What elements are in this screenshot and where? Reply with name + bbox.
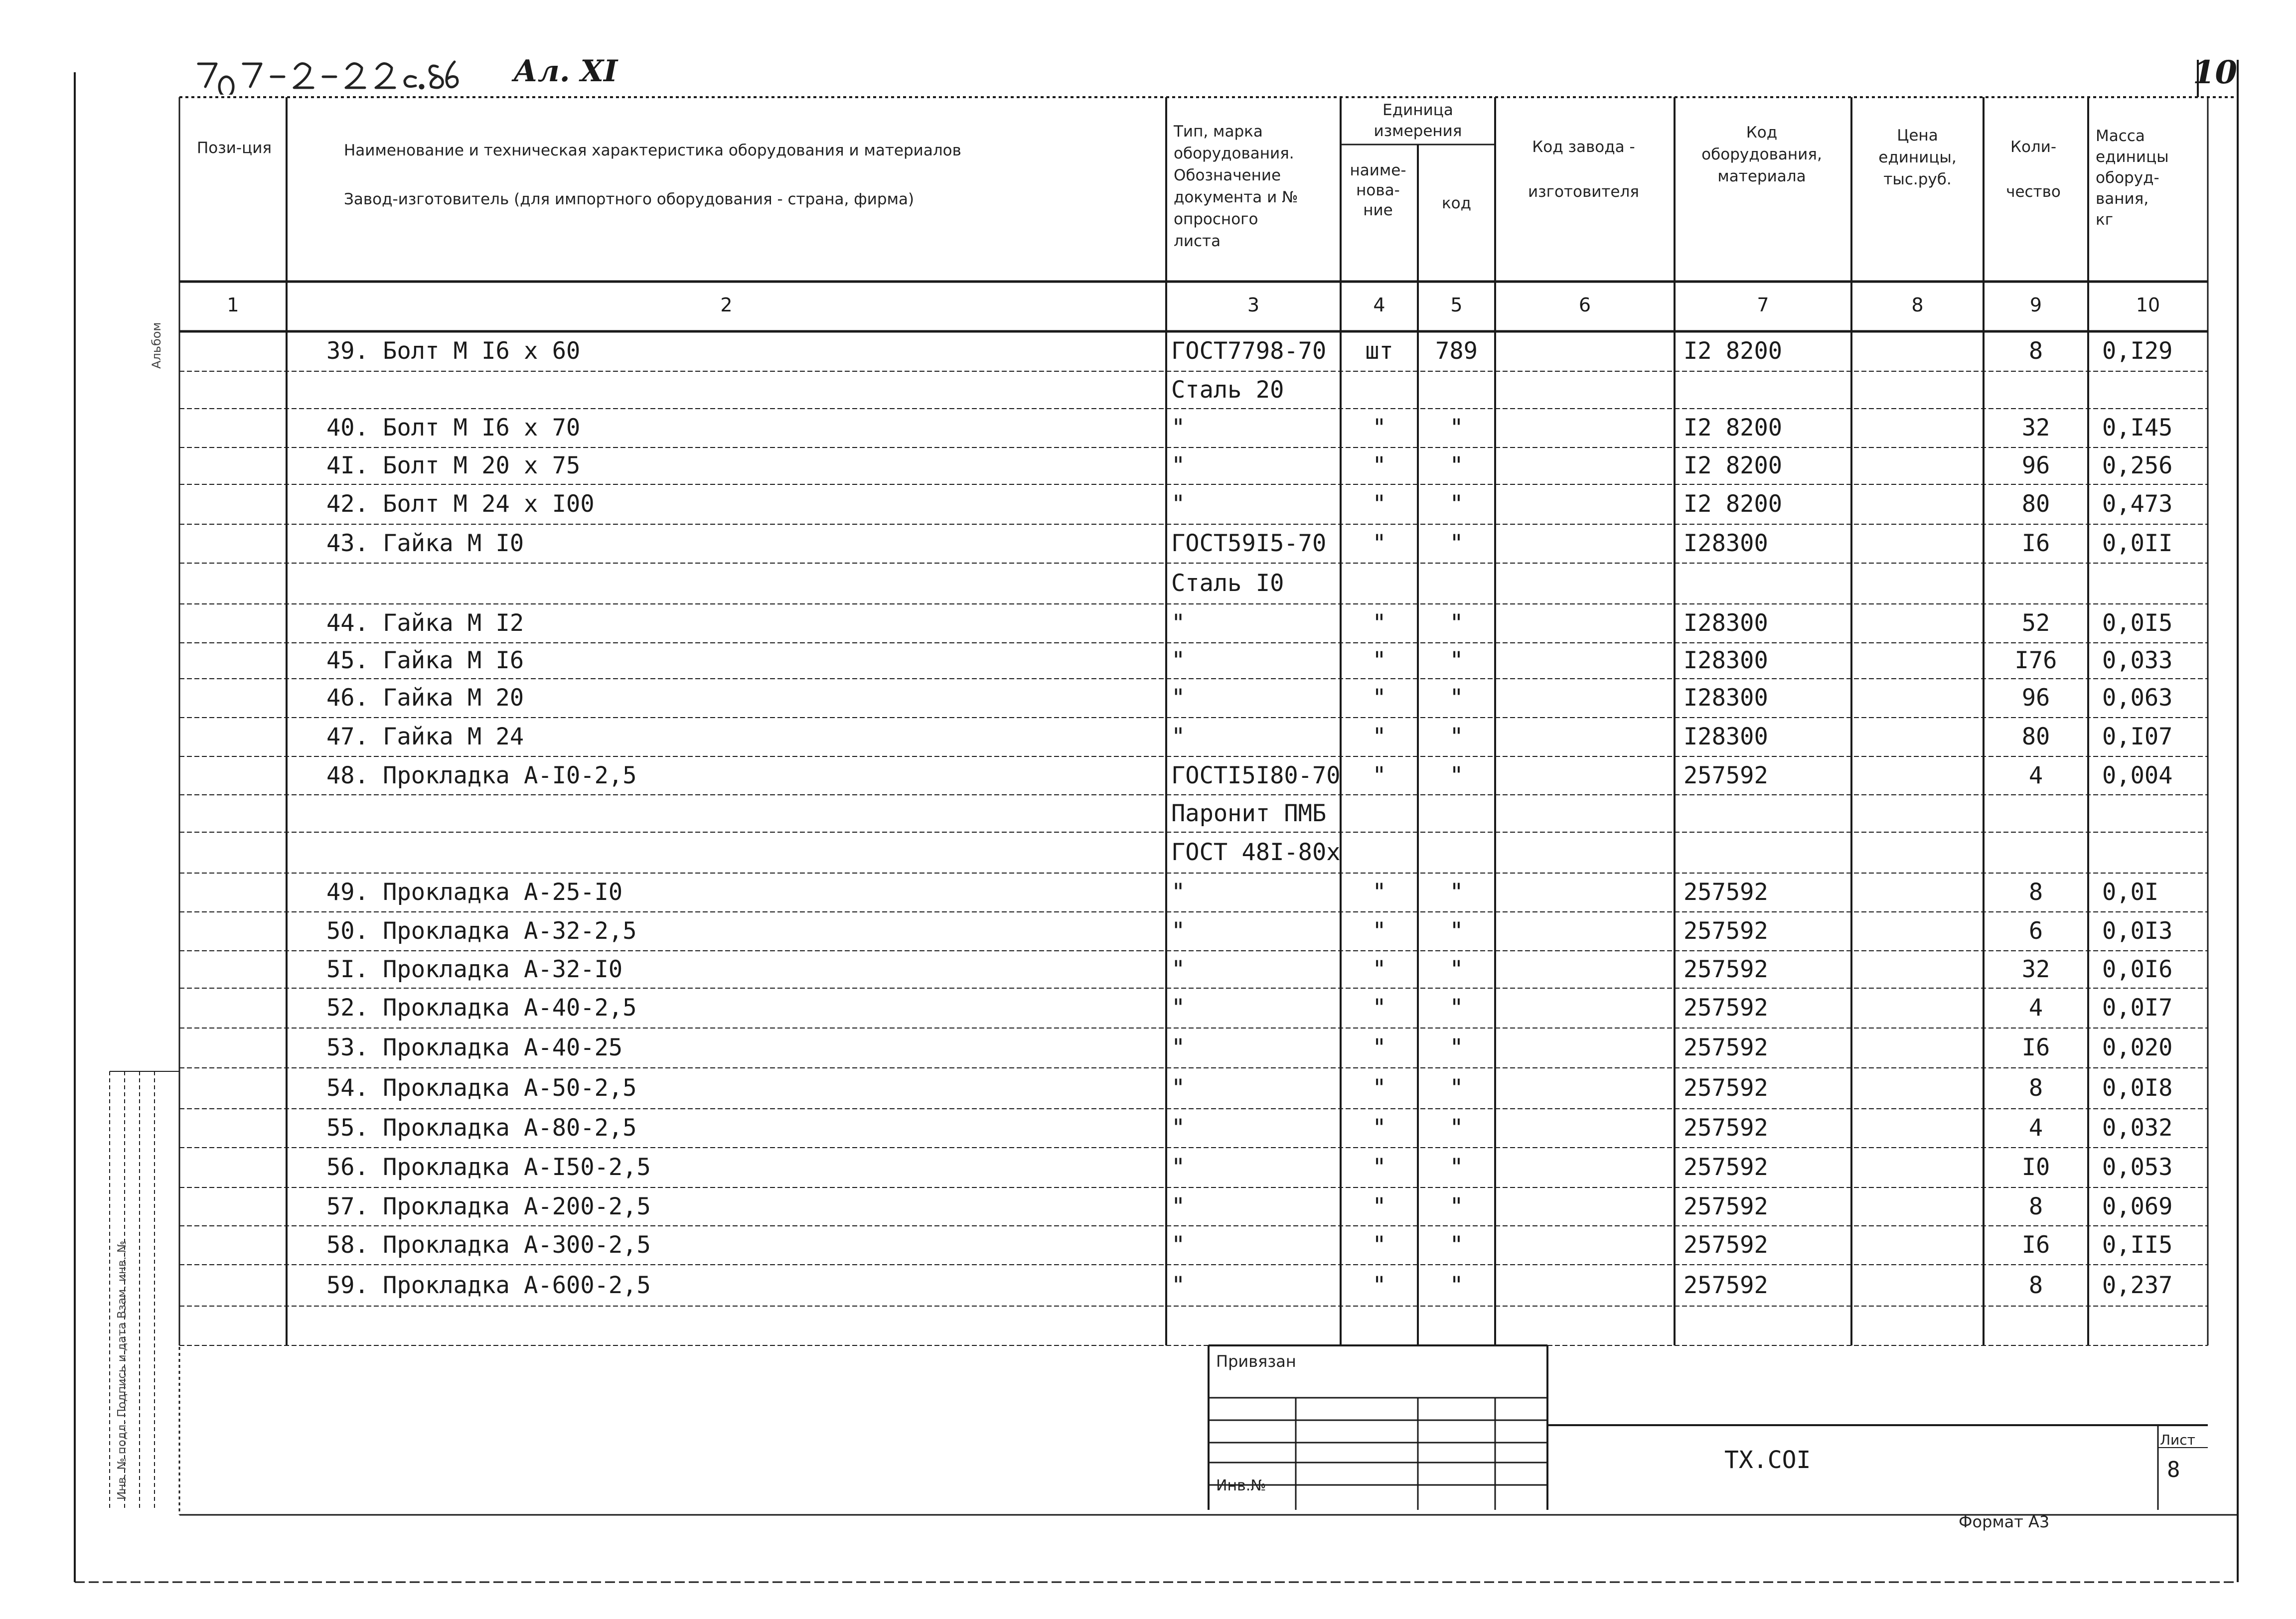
row-type-designation: Сталь 20 bbox=[1171, 376, 1284, 404]
column-number-8: 8 bbox=[1911, 294, 1924, 316]
row-item-name: 5I. Прокладка А-32-I0 bbox=[326, 955, 623, 983]
row-unit-code: " bbox=[1449, 1192, 1464, 1220]
row-item-name: 42. Болт М 24 х I00 bbox=[326, 490, 595, 518]
col-price-header: Цена единицы, тыс.руб. bbox=[1878, 127, 1957, 188]
row-equipment-code: 257592 bbox=[1684, 1114, 1768, 1142]
row-unit-code: " bbox=[1449, 1271, 1464, 1299]
row-unit-code: " bbox=[1449, 917, 1464, 945]
row-equipment-code: 257592 bbox=[1684, 879, 1768, 906]
row-equipment-code: 257592 bbox=[1684, 1231, 1768, 1259]
row-unit-mass: 0,0I5 bbox=[2102, 609, 2173, 637]
row-unit-name: " bbox=[1372, 1231, 1386, 1259]
row-type-designation: " bbox=[1171, 1231, 1186, 1259]
row-item-name: 4I. Болт М 20 х 75 bbox=[326, 452, 581, 479]
row-unit-mass: 0,256 bbox=[2102, 452, 2173, 479]
row-unit-name: шт bbox=[1365, 337, 1393, 365]
row-unit-code: " bbox=[1449, 1114, 1464, 1142]
row-item-name: 45. Гайка М I6 bbox=[326, 647, 524, 674]
row-quantity: I76 bbox=[2014, 647, 2057, 674]
row-item-name: 59. Прокладка А-600-2,5 bbox=[326, 1271, 651, 1299]
row-type-designation: " bbox=[1171, 1271, 1186, 1299]
album-side-label: Альбом bbox=[150, 322, 163, 369]
row-quantity: 8 bbox=[2028, 1271, 2043, 1299]
row-equipment-code: I28300 bbox=[1684, 647, 1768, 674]
row-unit-code: " bbox=[1449, 684, 1464, 712]
row-equipment-code: 257592 bbox=[1684, 1154, 1768, 1181]
row-unit-name: " bbox=[1372, 723, 1386, 750]
row-quantity: 4 bbox=[2028, 761, 2043, 789]
row-unit-mass: 0,I29 bbox=[2102, 337, 2173, 365]
project-code-handwritten-image bbox=[194, 55, 463, 95]
document-code: ТХ.СОI bbox=[1724, 1446, 1811, 1474]
row-quantity: 8 bbox=[2028, 1192, 2043, 1220]
row-item-name: 46. Гайка М 20 bbox=[326, 684, 524, 712]
row-quantity: 6 bbox=[2028, 917, 2043, 945]
row-unit-name: " bbox=[1372, 1154, 1386, 1181]
row-unit-name: " bbox=[1372, 490, 1386, 518]
row-unit-name: " bbox=[1372, 609, 1386, 637]
inventory-label: Инв.№ bbox=[1216, 1477, 1266, 1494]
approval-stamp-label: Инв. № подл. Подпись и дата Взам. инв. № bbox=[116, 1241, 129, 1500]
row-equipment-code: 257592 bbox=[1684, 994, 1768, 1022]
row-equipment-code: I2 8200 bbox=[1684, 452, 1783, 479]
row-unit-mass: 0,0I bbox=[2102, 879, 2159, 906]
row-unit-code: " bbox=[1449, 1074, 1464, 1102]
row-equipment-code: 257592 bbox=[1684, 1074, 1768, 1102]
col-qty-header: Коли- чество bbox=[2006, 138, 2061, 201]
row-type-designation: " bbox=[1171, 490, 1186, 518]
row-unit-name: " bbox=[1372, 1192, 1386, 1220]
row-item-name: 49. Прокладка А-25-I0 bbox=[326, 879, 623, 906]
row-quantity: 52 bbox=[2021, 609, 2050, 637]
row-equipment-code: 257592 bbox=[1684, 1271, 1768, 1299]
album-number: Ал. XI bbox=[513, 54, 618, 89]
row-unit-code: " bbox=[1449, 994, 1464, 1022]
row-type-designation: " bbox=[1171, 1154, 1186, 1181]
row-unit-code: " bbox=[1449, 609, 1464, 637]
row-quantity: 4 bbox=[2028, 1114, 2043, 1142]
bound-label: Привязан bbox=[1216, 1352, 1296, 1371]
row-unit-mass: 0,053 bbox=[2102, 1154, 2173, 1181]
row-unit-name: " bbox=[1372, 452, 1386, 479]
row-equipment-code: 257592 bbox=[1684, 917, 1768, 945]
row-unit-name: " bbox=[1372, 761, 1386, 789]
row-quantity: 80 bbox=[2021, 723, 2050, 750]
row-unit-mass: 0,063 bbox=[2102, 684, 2173, 712]
row-unit-mass: 0,032 bbox=[2102, 1114, 2173, 1142]
row-equipment-code: 257592 bbox=[1684, 761, 1768, 789]
row-unit-mass: 0,0I8 bbox=[2102, 1074, 2173, 1102]
row-equipment-code: I2 8200 bbox=[1684, 490, 1783, 518]
row-type-designation: " bbox=[1171, 1192, 1186, 1220]
row-unit-code: " bbox=[1449, 647, 1464, 674]
row-quantity: 8 bbox=[2028, 1074, 2043, 1102]
row-item-name: 54. Прокладка А-50-2,5 bbox=[326, 1074, 637, 1102]
row-type-designation: " bbox=[1171, 917, 1186, 945]
row-equipment-code: I28300 bbox=[1684, 530, 1768, 557]
row-equipment-code: 257592 bbox=[1684, 1034, 1768, 1061]
row-unit-name: " bbox=[1372, 647, 1386, 674]
row-type-designation: " bbox=[1171, 609, 1186, 637]
row-unit-mass: 0,0I3 bbox=[2102, 917, 2173, 945]
row-unit-code: " bbox=[1449, 955, 1464, 983]
column-number-2: 2 bbox=[720, 294, 733, 316]
row-item-name: 48. Прокладка А-I0-2,5 bbox=[326, 761, 637, 789]
column-number-3: 3 bbox=[1247, 294, 1260, 316]
row-type-designation: " bbox=[1171, 1074, 1186, 1102]
row-equipment-code: I28300 bbox=[1684, 609, 1768, 637]
row-item-name: 44. Гайка М I2 bbox=[326, 609, 524, 637]
row-unit-mass: 0,237 bbox=[2102, 1271, 2173, 1299]
col-name-header-line1: Наименование и техническая характеристика оборудования и материалов bbox=[344, 142, 961, 159]
row-type-designation: " bbox=[1171, 684, 1186, 712]
col-position-header: Пози-ция bbox=[197, 139, 272, 157]
row-unit-code: " bbox=[1449, 490, 1464, 518]
row-type-designation: ГОСТ59I5-70 bbox=[1171, 530, 1327, 557]
sheet-number: 8 bbox=[2167, 1457, 2180, 1482]
row-unit-name: " bbox=[1372, 1074, 1386, 1102]
row-unit-mass: 0,I45 bbox=[2102, 414, 2173, 442]
row-quantity: I6 bbox=[2021, 1034, 2050, 1061]
col-name-header-line2: Завод-изготовитель (для импортного оборудования - страна, фирма) bbox=[344, 190, 915, 208]
column-number-6: 6 bbox=[1578, 294, 1591, 316]
row-item-name: 43. Гайка М I0 bbox=[326, 530, 524, 557]
row-quantity: 4 bbox=[2028, 994, 2043, 1022]
row-quantity: I0 bbox=[2021, 1154, 2050, 1181]
row-equipment-code: I2 8200 bbox=[1684, 414, 1783, 442]
row-unit-code: " bbox=[1449, 723, 1464, 750]
row-unit-name: " bbox=[1372, 994, 1386, 1022]
row-item-name: 50. Прокладка А-32-2,5 bbox=[326, 917, 637, 945]
row-quantity: I6 bbox=[2021, 1231, 2050, 1259]
row-unit-name: " bbox=[1372, 684, 1386, 712]
row-equipment-code: I2 8200 bbox=[1684, 337, 1783, 365]
row-type-designation: ГОСТI5I80-70 bbox=[1171, 761, 1341, 789]
row-unit-code: " bbox=[1449, 761, 1464, 789]
row-equipment-code: 257592 bbox=[1684, 955, 1768, 983]
row-unit-name: " bbox=[1372, 1271, 1386, 1299]
row-type-designation: " bbox=[1171, 955, 1186, 983]
row-unit-mass: 0,473 bbox=[2102, 490, 2173, 518]
sheet-label: Лист bbox=[2160, 1432, 2195, 1448]
row-unit-mass: 0,0I6 bbox=[2102, 955, 2173, 983]
row-equipment-code: I28300 bbox=[1684, 723, 1768, 750]
project-code-handwritten bbox=[194, 55, 463, 103]
row-type-designation: " bbox=[1171, 414, 1186, 442]
row-type-designation: Паронит ПМБ bbox=[1171, 799, 1327, 827]
row-quantity: I6 bbox=[2021, 530, 2050, 557]
column-number-1: 1 bbox=[227, 294, 239, 316]
row-unit-mass: 0,II5 bbox=[2102, 1231, 2173, 1259]
row-quantity: 96 bbox=[2021, 452, 2050, 479]
row-unit-mass: 0,004 bbox=[2102, 761, 2173, 789]
column-number-9: 9 bbox=[2029, 294, 2042, 316]
col-mass-header: Масса единицы оборуд- вания, кг bbox=[2096, 127, 2169, 229]
row-item-name: 40. Болт М I6 х 70 bbox=[326, 414, 581, 442]
column-number-5: 5 bbox=[1450, 294, 1463, 316]
row-item-name: 53. Прокладка А-40-25 bbox=[326, 1034, 623, 1061]
row-item-name: 57. Прокладка А-200-2,5 bbox=[326, 1192, 651, 1220]
row-unit-code: " bbox=[1449, 1154, 1464, 1181]
col-type-header: Тип, марка оборудования. Обозначение документа и № опросного листа bbox=[1174, 123, 1298, 250]
row-unit-name: " bbox=[1372, 1114, 1386, 1142]
col-equip-code-header: Код оборудования, материала bbox=[1701, 124, 1822, 185]
row-unit-code: " bbox=[1449, 414, 1464, 442]
row-quantity: 96 bbox=[2021, 684, 2050, 712]
sheet-corner-number: 10 bbox=[2193, 54, 2238, 91]
row-unit-code: " bbox=[1449, 530, 1464, 557]
row-item-name: 39. Болт М I6 х 60 bbox=[326, 337, 581, 365]
row-unit-name: " bbox=[1372, 1034, 1386, 1061]
row-type-designation: " bbox=[1171, 647, 1186, 674]
format-label: Формат А3 bbox=[1959, 1512, 2050, 1531]
row-unit-mass: 0,020 bbox=[2102, 1034, 2173, 1061]
row-type-designation: " bbox=[1171, 994, 1186, 1022]
row-unit-mass: 0,0II bbox=[2102, 530, 2173, 557]
row-item-name: 55. Прокладка А-80-2,5 bbox=[326, 1114, 637, 1142]
column-number-10: 10 bbox=[2136, 294, 2160, 316]
row-type-designation: ГОСТ7798-70 bbox=[1171, 337, 1327, 365]
row-unit-code: " bbox=[1449, 1231, 1464, 1259]
column-number-4: 4 bbox=[1373, 294, 1385, 316]
row-item-name: 58. Прокладка А-300-2,5 bbox=[326, 1231, 651, 1259]
row-item-name: 47. Гайка М 24 bbox=[326, 723, 524, 750]
row-quantity: 80 bbox=[2021, 490, 2050, 518]
row-equipment-code: 257592 bbox=[1684, 1192, 1768, 1220]
row-unit-mass: 0,0I7 bbox=[2102, 994, 2173, 1022]
row-type-designation: Сталь I0 bbox=[1171, 570, 1284, 597]
row-unit-code: " bbox=[1449, 452, 1464, 479]
row-unit-code: " bbox=[1449, 1034, 1464, 1061]
row-unit-code: " bbox=[1449, 879, 1464, 906]
row-unit-mass: 0,I07 bbox=[2102, 723, 2173, 750]
row-unit-name: " bbox=[1372, 530, 1386, 557]
col-unit-group-header: Единица измерения bbox=[1374, 101, 1462, 140]
column-number-7: 7 bbox=[1757, 294, 1769, 316]
row-item-name: 52. Прокладка А-40-2,5 bbox=[326, 994, 637, 1022]
row-type-designation: ГОСТ 48I-80x bbox=[1171, 839, 1341, 866]
row-quantity: 32 bbox=[2021, 414, 2050, 442]
row-unit-name: " bbox=[1372, 955, 1386, 983]
row-type-designation: " bbox=[1171, 879, 1186, 906]
row-unit-mass: 0,033 bbox=[2102, 647, 2173, 674]
col-unit-name-header: наиме- нова- ние bbox=[1350, 161, 1406, 219]
row-quantity: 8 bbox=[2028, 337, 2043, 365]
row-type-designation: " bbox=[1171, 723, 1186, 750]
row-unit-name: " bbox=[1372, 879, 1386, 906]
col-factory-code-header: Код завода - изготовителя bbox=[1528, 138, 1639, 201]
row-unit-name: " bbox=[1372, 414, 1386, 442]
row-unit-mass: 0,069 bbox=[2102, 1192, 2173, 1220]
row-unit-name: " bbox=[1372, 917, 1386, 945]
row-item-name: 56. Прокладка А-I50-2,5 bbox=[326, 1154, 651, 1181]
col-unit-code-header: код bbox=[1441, 194, 1472, 212]
row-quantity: 8 bbox=[2028, 879, 2043, 906]
row-type-designation: " bbox=[1171, 1034, 1186, 1061]
row-equipment-code: I28300 bbox=[1684, 684, 1768, 712]
row-quantity: 32 bbox=[2021, 955, 2050, 983]
row-unit-code: 789 bbox=[1435, 337, 1478, 365]
row-type-designation: " bbox=[1171, 452, 1186, 479]
row-type-designation: " bbox=[1171, 1114, 1186, 1142]
